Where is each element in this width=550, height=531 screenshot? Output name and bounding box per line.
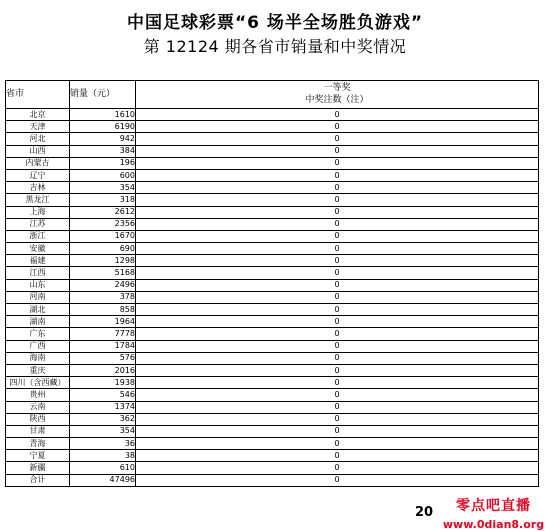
table-row bbox=[6, 401, 539, 413]
winners-cell: 0 bbox=[136, 279, 539, 291]
table-row bbox=[6, 413, 539, 425]
province-cell: 辽宁 bbox=[6, 169, 70, 181]
sales-cell: 690 bbox=[70, 243, 136, 255]
sales-cell: 1964 bbox=[70, 316, 136, 328]
sales-cell: 384 bbox=[70, 145, 136, 157]
province-cell: 内蒙古 bbox=[6, 157, 70, 169]
province-cell: 四川（含西藏） bbox=[6, 377, 70, 389]
winners-cell: 0 bbox=[136, 438, 539, 450]
province-cell: 浙江 bbox=[6, 230, 70, 242]
province-cell: 湖南 bbox=[6, 316, 70, 328]
table-row bbox=[6, 438, 539, 450]
column-header-sales: 销量（元） bbox=[70, 81, 136, 109]
watermark-url: www.0dian8.org bbox=[442, 518, 545, 531]
province-cell: 重庆 bbox=[6, 364, 70, 376]
table-row bbox=[6, 169, 539, 181]
column-header-award-sub: 中奖注数（注） bbox=[305, 94, 369, 105]
sales-cell: 2016 bbox=[70, 364, 136, 376]
sales-cell: 354 bbox=[70, 425, 136, 437]
province-cell: 宁夏 bbox=[6, 450, 70, 462]
table-row bbox=[6, 352, 539, 364]
province-cell: 安徽 bbox=[6, 243, 70, 255]
province-cell: 云南 bbox=[6, 401, 70, 413]
table-row bbox=[6, 340, 539, 352]
province-cell: 北京 bbox=[6, 109, 70, 121]
sales-cell: 38 bbox=[70, 450, 136, 462]
province-cell: 湖北 bbox=[6, 304, 70, 316]
winners-cell: 0 bbox=[136, 243, 539, 255]
province-cell: 广西 bbox=[6, 340, 70, 352]
table-row bbox=[6, 316, 539, 328]
winners-cell: 0 bbox=[136, 450, 539, 462]
sales-table bbox=[5, 80, 539, 487]
page-subtitle: 第 12124 期各省市销量和中奖情况 bbox=[143, 37, 407, 56]
winners-cell: 0 bbox=[136, 145, 539, 157]
province-cell: 海南 bbox=[6, 352, 70, 364]
province-cell: 合计 bbox=[6, 474, 70, 486]
winners-cell: 0 bbox=[136, 267, 539, 279]
winners-cell: 0 bbox=[136, 255, 539, 267]
sales-cell: 576 bbox=[70, 352, 136, 364]
winners-cell: 0 bbox=[136, 230, 539, 242]
province-cell: 贵州 bbox=[6, 389, 70, 401]
winners-cell: 0 bbox=[136, 133, 539, 145]
province-cell: 广东 bbox=[6, 328, 70, 340]
winners-cell: 0 bbox=[136, 389, 539, 401]
table-row bbox=[6, 450, 539, 462]
winners-cell: 0 bbox=[136, 352, 539, 364]
sales-cell: 2496 bbox=[70, 279, 136, 291]
winners-cell: 0 bbox=[136, 169, 539, 181]
winners-cell: 0 bbox=[136, 316, 539, 328]
winners-cell: 0 bbox=[136, 182, 539, 194]
province-cell: 天津 bbox=[6, 121, 70, 133]
sales-cell: 1670 bbox=[70, 230, 136, 242]
sales-cell: 196 bbox=[70, 157, 136, 169]
table-row bbox=[6, 255, 539, 267]
winners-cell: 0 bbox=[136, 121, 539, 133]
sales-cell: 858 bbox=[70, 304, 136, 316]
winners-cell: 0 bbox=[136, 304, 539, 316]
watermark bbox=[437, 493, 550, 531]
table-row bbox=[6, 243, 539, 255]
sales-cell: 546 bbox=[70, 389, 136, 401]
winners-cell: 0 bbox=[136, 218, 539, 230]
table-row bbox=[6, 267, 539, 279]
table-row bbox=[6, 377, 539, 389]
table-header-row bbox=[6, 81, 539, 109]
winners-cell: 0 bbox=[136, 157, 539, 169]
winners-cell: 0 bbox=[136, 206, 539, 218]
winners-cell: 0 bbox=[136, 474, 539, 486]
table-row bbox=[6, 304, 539, 316]
sales-cell: 354 bbox=[70, 182, 136, 194]
table-row bbox=[6, 462, 539, 474]
table-row bbox=[6, 425, 539, 437]
winners-cell: 0 bbox=[136, 194, 539, 206]
table-row bbox=[6, 364, 539, 376]
winners-cell: 0 bbox=[136, 364, 539, 376]
table-row bbox=[6, 328, 539, 340]
sales-cell: 318 bbox=[70, 194, 136, 206]
province-cell: 福建 bbox=[6, 255, 70, 267]
sales-cell: 6190 bbox=[70, 121, 136, 133]
sales-cell: 610 bbox=[70, 462, 136, 474]
sales-cell: 36 bbox=[70, 438, 136, 450]
table-row bbox=[6, 109, 539, 121]
sales-cell: 2612 bbox=[70, 206, 136, 218]
winners-cell: 0 bbox=[136, 413, 539, 425]
sales-cell: 378 bbox=[70, 291, 136, 303]
winners-cell: 0 bbox=[136, 425, 539, 437]
table-row bbox=[6, 182, 539, 194]
winners-cell: 0 bbox=[136, 377, 539, 389]
province-cell: 吉林 bbox=[6, 182, 70, 194]
table-row bbox=[6, 291, 539, 303]
sales-cell: 5168 bbox=[70, 267, 136, 279]
table-row bbox=[6, 145, 539, 157]
table-row bbox=[6, 230, 539, 242]
table-body bbox=[6, 109, 539, 487]
table-row bbox=[6, 389, 539, 401]
sales-cell: 2356 bbox=[70, 218, 136, 230]
table-row bbox=[6, 157, 539, 169]
sales-cell: 7778 bbox=[70, 328, 136, 340]
table-row bbox=[6, 121, 539, 133]
province-cell: 山东 bbox=[6, 279, 70, 291]
table-row bbox=[6, 206, 539, 218]
sales-cell: 362 bbox=[70, 413, 136, 425]
sales-cell: 1610 bbox=[70, 109, 136, 121]
sales-cell: 600 bbox=[70, 169, 136, 181]
winners-cell: 0 bbox=[136, 328, 539, 340]
province-cell: 江西 bbox=[6, 267, 70, 279]
province-cell: 新疆 bbox=[6, 462, 70, 474]
column-header-award-top: 一等奖 bbox=[323, 83, 351, 94]
page-title: 中国足球彩票“6 场半全场胜负游戏” bbox=[126, 13, 424, 33]
province-cell: 黑龙江 bbox=[6, 194, 70, 206]
sales-cell: 47496 bbox=[70, 474, 136, 486]
province-cell: 山西 bbox=[6, 145, 70, 157]
winners-cell: 0 bbox=[136, 401, 539, 413]
winners-cell: 0 bbox=[136, 109, 539, 121]
province-cell: 江苏 bbox=[6, 218, 70, 230]
province-cell: 河南 bbox=[6, 291, 70, 303]
sales-cell: 1784 bbox=[70, 340, 136, 352]
table-row bbox=[6, 279, 539, 291]
province-cell: 河北 bbox=[6, 133, 70, 145]
table-row bbox=[6, 474, 539, 486]
footer-year-fragment: 20 bbox=[415, 505, 434, 520]
sales-cell: 1938 bbox=[70, 377, 136, 389]
sales-cell: 1298 bbox=[70, 255, 136, 267]
winners-cell: 0 bbox=[136, 462, 539, 474]
watermark-name: 零点吧直播 bbox=[456, 498, 531, 514]
province-cell: 陕西 bbox=[6, 413, 70, 425]
winners-cell: 0 bbox=[136, 291, 539, 303]
column-header-award bbox=[136, 81, 539, 109]
province-cell: 上海 bbox=[6, 206, 70, 218]
table-row bbox=[6, 133, 539, 145]
sales-cell: 942 bbox=[70, 133, 136, 145]
province-cell: 青海 bbox=[6, 438, 70, 450]
winners-cell: 0 bbox=[136, 340, 539, 352]
sales-cell: 1374 bbox=[70, 401, 136, 413]
column-header-province: 省市 bbox=[6, 81, 70, 109]
table-row bbox=[6, 218, 539, 230]
province-cell: 甘肃 bbox=[6, 425, 70, 437]
table-row bbox=[6, 194, 539, 206]
